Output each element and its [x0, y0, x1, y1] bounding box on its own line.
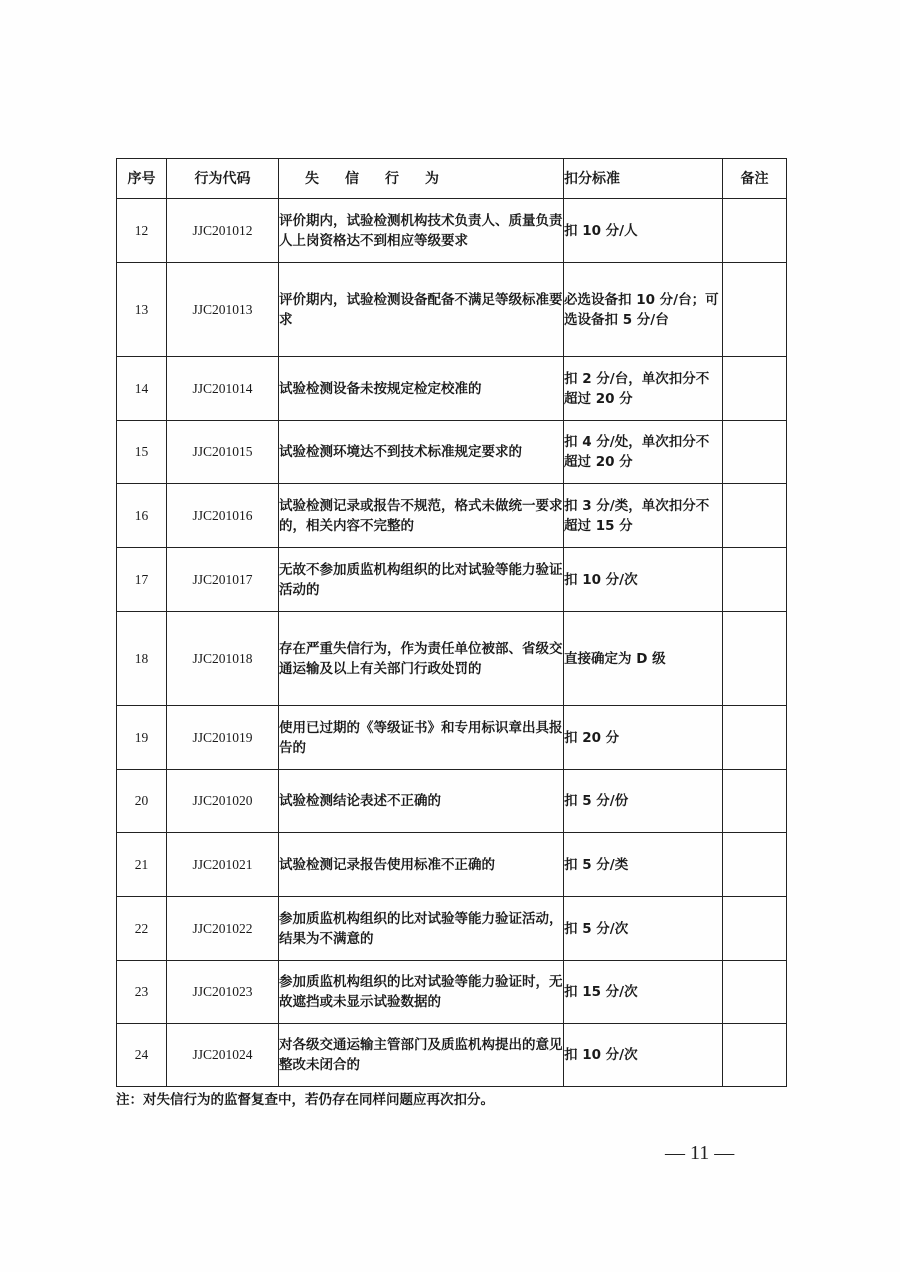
cell-seq: 18: [117, 612, 167, 706]
penalty-table: [116, 158, 787, 1087]
cell-note: [723, 833, 787, 897]
table-row: [117, 833, 787, 897]
table-row: [117, 263, 787, 357]
table-row: [117, 770, 787, 833]
header-code: 行为代码: [167, 159, 279, 199]
cell-std: 扣 10 分/次: [564, 1024, 723, 1087]
cell-note: [723, 961, 787, 1024]
cell-note: [723, 1024, 787, 1087]
cell-act: 参加质监机构组织的比对试验等能力验证活动，结果为不满意的: [279, 897, 564, 961]
table-header-row: [117, 159, 787, 199]
header-note: 备注: [723, 159, 787, 199]
cell-seq: 24: [117, 1024, 167, 1087]
footnote: 注：对失信行为的监督复查中，若仍存在同样问题应再次扣分。: [116, 1092, 494, 1108]
cell-act: 试验检测环境达不到技术标准规定要求的: [279, 421, 564, 484]
table-row: [117, 357, 787, 421]
cell-std: 扣 5 分/次: [564, 897, 723, 961]
cell-code: JJC201013: [167, 263, 279, 357]
cell-note: [723, 770, 787, 833]
page-number: — 11 —: [665, 1142, 735, 1164]
cell-act: 存在严重失信行为，作为责任单位被部、省级交通运输及以上有关部门行政处罚的: [279, 612, 564, 706]
table-row: [117, 612, 787, 706]
cell-seq: 16: [117, 484, 167, 548]
cell-std: 扣 15 分/次: [564, 961, 723, 1024]
cell-act: 参加质监机构组织的比对试验等能力验证时，无故遮挡或未显示试验数据的: [279, 961, 564, 1024]
header-act: 失信行为: [279, 159, 564, 199]
cell-code: JJC201018: [167, 612, 279, 706]
cell-note: [723, 199, 787, 263]
header-std: 扣分标准: [564, 159, 723, 199]
cell-std: 扣 10 分/人: [564, 199, 723, 263]
cell-code: JJC201021: [167, 833, 279, 897]
cell-std: 扣 10 分/次: [564, 548, 723, 612]
cell-act: 使用已过期的《等级证书》和专用标识章出具报告的: [279, 706, 564, 770]
cell-act: 试验检测记录或报告不规范，格式未做统一要求的，相关内容不完整的: [279, 484, 564, 548]
cell-note: [723, 897, 787, 961]
cell-seq: 20: [117, 770, 167, 833]
cell-note: [723, 706, 787, 770]
table-row: [117, 706, 787, 770]
cell-seq: 15: [117, 421, 167, 484]
cell-seq: 22: [117, 897, 167, 961]
cell-act: 无故不参加质监机构组织的比对试验等能力验证活动的: [279, 548, 564, 612]
table-row: [117, 548, 787, 612]
cell-std: 扣 3 分/类，单次扣分不超过 15 分: [564, 484, 723, 548]
cell-code: JJC201022: [167, 897, 279, 961]
cell-act: 评价期内，试验检测设备配备不满足等级标准要求: [279, 263, 564, 357]
cell-act: 试验检测设备未按规定检定校准的: [279, 357, 564, 421]
cell-std: 扣 20 分: [564, 706, 723, 770]
header-seq: 序号: [117, 159, 167, 199]
cell-std: 扣 4 分/处，单次扣分不超过 20 分: [564, 421, 723, 484]
table-row: [117, 897, 787, 961]
cell-code: JJC201017: [167, 548, 279, 612]
cell-note: [723, 484, 787, 548]
table-row: [117, 484, 787, 548]
table-row: [117, 961, 787, 1024]
cell-std: 直接确定为 D 级: [564, 612, 723, 706]
cell-act: 试验检测结论表述不正确的: [279, 770, 564, 833]
cell-note: [723, 421, 787, 484]
cell-seq: 17: [117, 548, 167, 612]
cell-std: 扣 5 分/类: [564, 833, 723, 897]
table-body: [117, 199, 787, 1087]
cell-act: 对各级交通运输主管部门及质监机构提出的意见整改未闭合的: [279, 1024, 564, 1087]
cell-act: 试验检测记录报告使用标准不正确的: [279, 833, 564, 897]
cell-code: JJC201023: [167, 961, 279, 1024]
cell-seq: 13: [117, 263, 167, 357]
cell-code: JJC201014: [167, 357, 279, 421]
table-row: [117, 421, 787, 484]
cell-seq: 19: [117, 706, 167, 770]
cell-code: JJC201012: [167, 199, 279, 263]
cell-note: [723, 357, 787, 421]
cell-seq: 14: [117, 357, 167, 421]
cell-std: 必选设备扣 10 分/台；可选设备扣 5 分/台: [564, 263, 723, 357]
cell-std: 扣 5 分/份: [564, 770, 723, 833]
cell-note: [723, 612, 787, 706]
cell-std: 扣 2 分/台，单次扣分不超过 20 分: [564, 357, 723, 421]
cell-code: JJC201015: [167, 421, 279, 484]
cell-seq: 21: [117, 833, 167, 897]
table-row: [117, 1024, 787, 1087]
cell-code: JJC201024: [167, 1024, 279, 1087]
cell-code: JJC201020: [167, 770, 279, 833]
cell-note: [723, 548, 787, 612]
cell-code: JJC201019: [167, 706, 279, 770]
cell-seq: 12: [117, 199, 167, 263]
cell-act: 评价期内，试验检测机构技术负责人、质量负责人上岗资格达不到相应等级要求: [279, 199, 564, 263]
cell-seq: 23: [117, 961, 167, 1024]
cell-note: [723, 263, 787, 357]
cell-code: JJC201016: [167, 484, 279, 548]
table-row: [117, 199, 787, 263]
